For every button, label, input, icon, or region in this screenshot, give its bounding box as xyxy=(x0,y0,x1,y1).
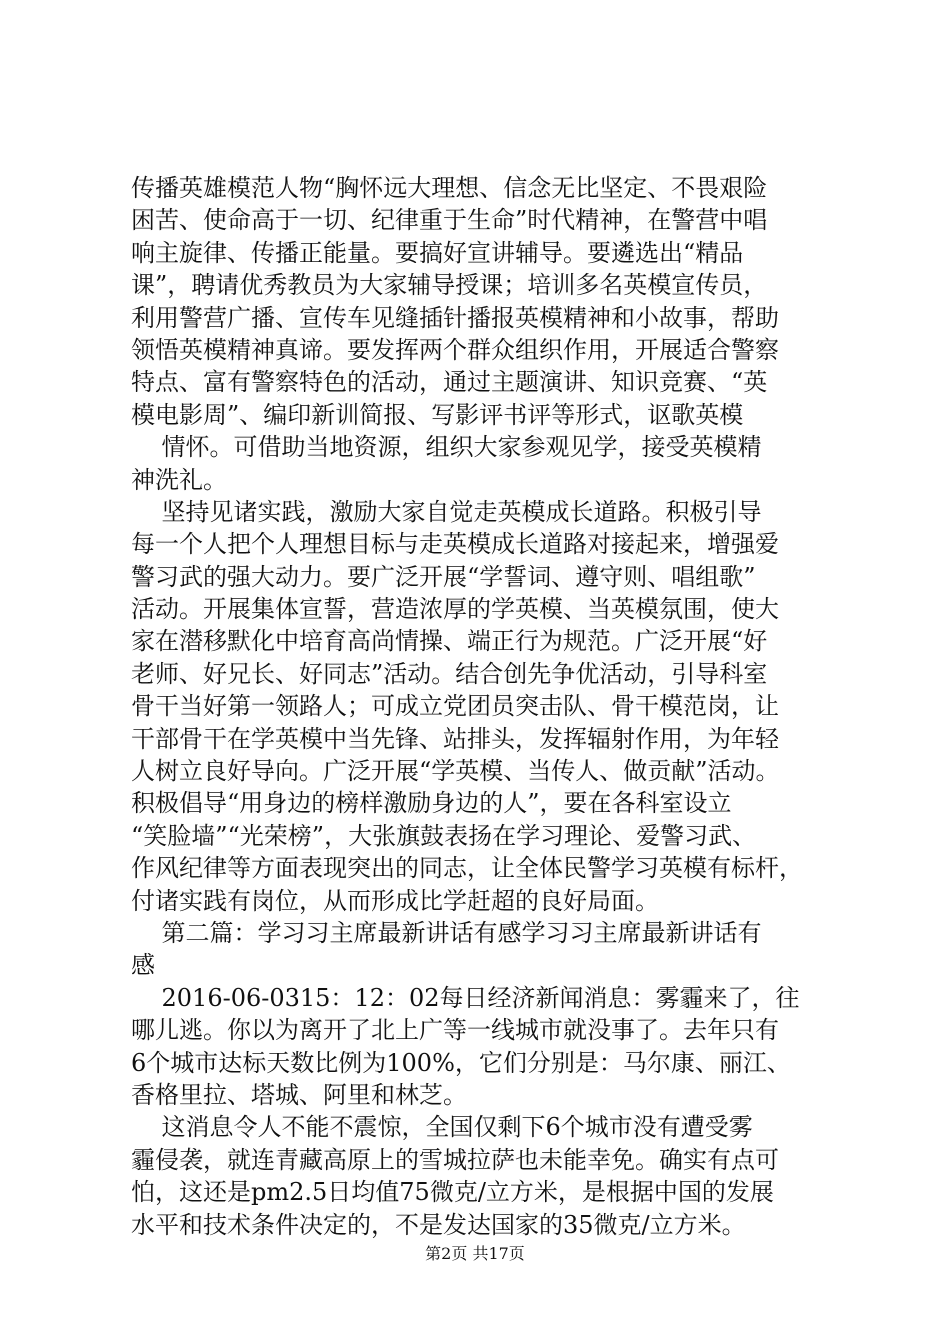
text-line: 香格里拉、塔城、阿里和林芝。 xyxy=(131,1080,467,1109)
text-line: 水平和技术条件决定的，不是发达国家的35微克/立方米。 xyxy=(131,1210,746,1239)
text-line: 这消息令人不能不震惊，全国仅剩下6个城市没有遭受雾 xyxy=(131,1113,753,1142)
text-line: 霾侵袭，就连青藏高原上的雪城拉萨也未能幸免。确实有点可 xyxy=(131,1145,779,1174)
text-line: 活动。开展集体宣誓，营造浓厚的学英模、当英模氛围，使大 xyxy=(131,595,779,624)
text-line: 每一个人把个人理想目标与走英模成长道路对接起来，增强爱 xyxy=(131,530,779,559)
text-line: 骨干当好第一领路人；可成立党团员突击队、骨干模范岗，让 xyxy=(131,692,779,721)
text-line: 课”，聘请优秀教员为大家辅导授课；培训多名英模宣传员， xyxy=(131,271,768,300)
text-line: 6个城市达标天数比例为100%，它们分别是：马尔康、丽江、 xyxy=(131,1048,791,1077)
text-line: 付诸实践有岗位，从而形成比学赶超的良好局面。 xyxy=(131,886,659,915)
text-line: 家在潜移默化中培育高尚情操、端正行为规范。广泛开展“好 xyxy=(131,627,768,656)
text-line: 2016-06-0315：12：02每日经济新闻消息：雾霾来了，往 xyxy=(131,983,800,1012)
text-line: 模电影周”、编印新训简报、写影评书评等形式，讴歌英模 xyxy=(131,400,744,429)
text-line: 神洗礼。 xyxy=(131,465,227,494)
text-line: “笑脸墙”“光荣榜”，大张旗鼓表扬在学习理论、爱警习武、 xyxy=(131,821,757,850)
text-line: 人树立良好导向。广泛开展“学英模、当传人、做贡献”活动。 xyxy=(131,757,780,786)
text-line: 响主旋律、传播正能量。要搞好宣讲辅导。要遴选出“精品 xyxy=(131,238,744,267)
section-heading: 第二篇：学习习主席最新讲话有感学习习主席最新讲话有 xyxy=(131,918,762,947)
text-line: 传播英雄模范人物“胸怀远大理想、信念无比坚定、不畏艰险 xyxy=(131,174,768,202)
text-line: 积极倡导“用身边的榜样激励身边的人”，要在各科室设立 xyxy=(131,789,732,818)
text-line: 特点、富有警察特色的活动，通过主题演讲、知识竞赛、“英 xyxy=(131,368,768,397)
text-line: 警习武的强大动力。要广泛开展“学誓词、遵守则、唱组歌” xyxy=(131,562,756,591)
page-footer: 第2页 共17页 xyxy=(425,1244,525,1263)
text-line: 哪儿逃。你以为离开了北上广等一线城市就没事了。去年只有 xyxy=(131,1016,779,1045)
text-line: 困苦、使命高于一切、纪律重于生命”时代精神，在警营中唱 xyxy=(131,206,768,235)
text-line: 作风纪律等方面表现突出的同志，让全体民警学习英模有标杆， xyxy=(131,854,803,883)
text-line: 情怀。可借助当地资源，组织大家参观见学，接受英模精 xyxy=(131,433,762,462)
text-line: 领悟英模精神真谛。要发挥两个群众组织作用，开展适合警察 xyxy=(131,335,779,364)
section-heading: 感 xyxy=(131,951,155,980)
text-line: 怕，这还是pm2.5日均值75微克/立方米，是根据中国的发展 xyxy=(131,1178,774,1207)
text-line: 利用警营广播、宣传车见缝插针播报英模精神和小故事，帮助 xyxy=(131,303,779,332)
body-text xyxy=(131,172,841,1241)
text-line: 老师、好兄长、好同志”活动。结合创先争优活动，引导科室 xyxy=(131,659,768,688)
text-line: 干部骨干在学英模中当先锋、站排头，发挥辐射作用，为年轻 xyxy=(131,724,779,753)
text-line: 坚持见诸实践，激励大家自觉走英模成长道路。积极引导 xyxy=(131,497,762,526)
